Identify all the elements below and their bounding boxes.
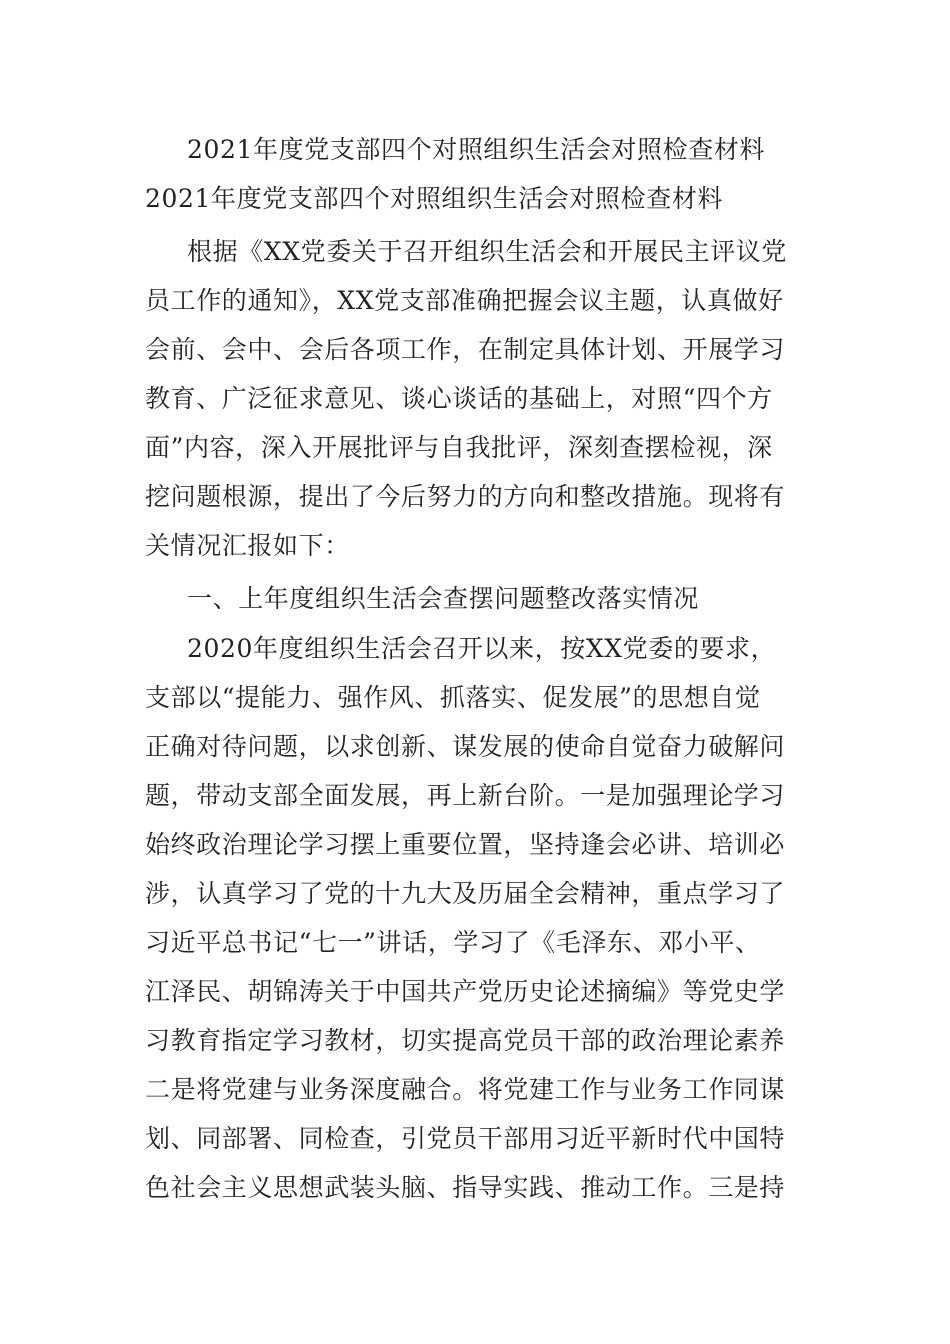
body-line: 题，带动支部全面发展，再上新台阶。一是加强理论学习 (145, 781, 786, 810)
intro-line: 关情况汇报如下： (145, 531, 350, 560)
body-line: 二是将党建与业务深度融合。将党建工作与业务工作同谋 (145, 1075, 786, 1104)
section-heading: 一、上年度组织生活会查摆问题整改落实情况 (187, 584, 700, 613)
intro-line: 根据《XX党委关于召开组织生活会和开展民主评议党 (187, 237, 787, 266)
body-line: 始终政治理论学习摆上重要位置，坚持逢会必讲、培训必 (145, 830, 786, 859)
body-line: 划、同部署、同检查，引党员干部用习近平新时代中国特 (145, 1124, 786, 1153)
document-subtitle: 2021年度党支部四个对照组织生活会对照检查材料 (145, 184, 724, 213)
intro-line: 面”内容，深入开展批评与自我批评，深刻查摆检视，深 (145, 433, 773, 462)
intro-line: 员工作的通知》，XX党支部准确把握会议主题，认真做好 (145, 286, 784, 315)
intro-line: 会前、会中、会后各项工作，在制定具体计划、开展学习 (145, 335, 786, 364)
intro-line: 挖问题根源，提出了今后努力的方向和整改措施。现将有 (145, 482, 786, 511)
body-line: 色社会主义思想武装头脑、指导实践、推动工作。三是持 (145, 1173, 786, 1202)
body-line: 习近平总书记“七一”讲话，学习了《毛泽东、邓小平、 (145, 928, 761, 957)
body-line: 涉，认真学习了党的十九大及历届全会精神，重点学习了 (145, 879, 786, 908)
body-line: 江泽民、胡锦涛关于中国共产党历史论述摘编》等党史学 (145, 977, 786, 1006)
document-title: 2021年度党支部四个对照组织生活会对照检查材料 (187, 135, 766, 164)
body-line: 2020年度组织生活会召开以来，按XX党委的要求， (187, 634, 777, 663)
body-line: 习教育指定学习教材，切实提高党员干部的政治理论素养 (145, 1026, 786, 1055)
intro-line: 教育、广泛征求意见、谈心谈话的基础上，对照“四个方 (145, 384, 773, 413)
body-line: 正确对待问题，以求创新、谋发展的使命自觉奋力破解问 (145, 732, 786, 761)
body-line: 支部以“提能力、强作风、抓落实、促发展”的思想自觉 (145, 683, 761, 712)
